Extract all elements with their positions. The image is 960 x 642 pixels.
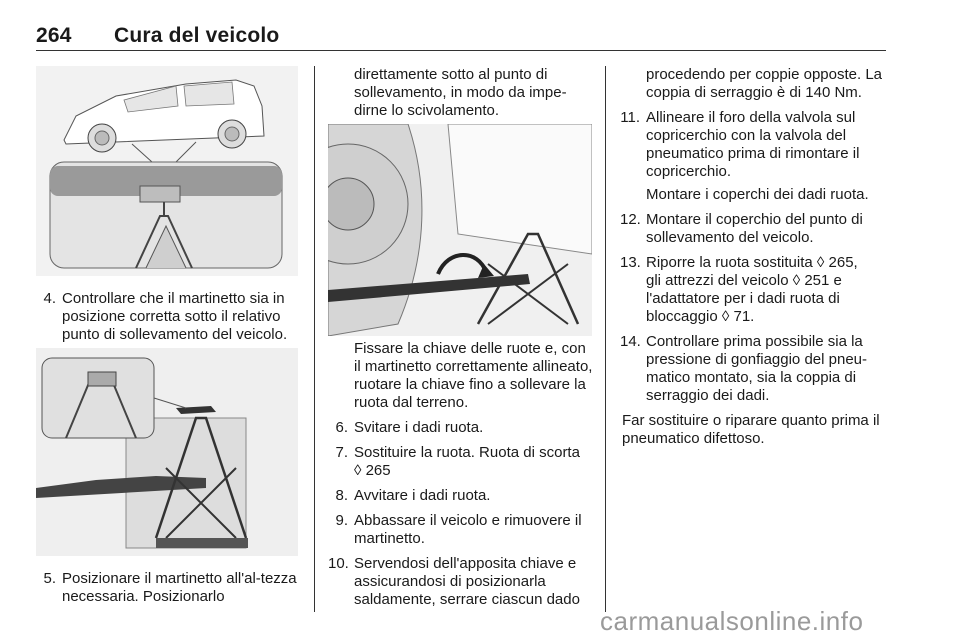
continuation-text: direttamente sotto al punto di sollevamento, in modo da impe-dirne lo scivolamento.: [354, 66, 567, 119]
header-rule: [36, 50, 886, 51]
list-item: 8. Avvitare i dadi ruota.: [335, 487, 491, 504]
list-item: 4. Controllare che il martinetto sia in posizione corretta sotto il relativo punto di sollevamento del veicolo.: [43, 290, 288, 343]
continuation-text: procedendo per coppie opposte. La coppia di serraggio è di 140 Nm.: [646, 66, 883, 101]
page-reference-link[interactable]: 251 e: [804, 272, 842, 289]
page-reference-link[interactable]: 265,: [828, 254, 858, 271]
column-divider-2: [605, 66, 606, 612]
figure-wheel-wrench: [328, 124, 592, 336]
closing-paragraph: Far sostituire o riparare quanto prima il pneumatico difettoso.: [622, 412, 880, 447]
page-reference-link[interactable]: 71.: [733, 308, 755, 325]
figure-car-jack-point: [36, 66, 298, 276]
list-item: 7. Sostituire la ruota. Ruota di scorta ◊ 265: [335, 444, 580, 479]
figure-jack-position: [36, 348, 298, 556]
instruction-paragraph: Fissare la chiave delle ruote e, con il martinetto correttamente allineato, ruotare la chiave fino a sollevare la ruota dal terreno.: [354, 340, 593, 411]
reference-arrow-icon: ◊: [816, 254, 825, 271]
reference-arrow-icon: ◊: [721, 308, 730, 325]
column-1-step4: [36, 290, 298, 351]
list-item: 14. Controllare prima possibile sia la pressione di gonfiaggio del pneu-matico montato, sia la coppia di serraggio dei dadi.: [620, 333, 867, 404]
column-2-body: [328, 340, 594, 616]
column-1-step5: [36, 570, 298, 613]
list-item: 11. Allineare il foro della valvola sul copricerchio con la valvola del pneumatico prima di rimontare il copricerchio.: [620, 109, 860, 180]
column-divider-1: [314, 66, 315, 612]
list-item: 5. Posizionare il martinetto all'al-tezza necessaria. Posizionarlo: [43, 570, 297, 605]
reference-arrow-icon: ◊: [354, 462, 362, 479]
page-reference-link[interactable]: 265: [365, 462, 391, 479]
page-title: Cura del veicolo: [114, 24, 280, 47]
column-3: [620, 66, 888, 455]
list-item: 13. Riporre la ruota sostituita ◊ 265, gli attrezzi del veicolo ◊ 251 e l'adattatore per i dadi ruota di bloccaggio ◊ 71.: [620, 254, 858, 325]
list-item: 12. Montare il coperchio del punto di sollevamento del veicolo.: [620, 211, 863, 246]
list-item: 10. Servendosi dell'apposita chiave e assicurandosi di posizionarla saldamente, serrare ciascun dado: [328, 555, 580, 608]
list-item: 9. Abbassare il veicolo e rimuovere il martinetto.: [335, 512, 582, 547]
page-number: 264: [36, 24, 72, 47]
extra-instruction: Montare i coperchi dei dadi ruota.: [646, 186, 869, 203]
watermark-text: carmanualsonline.info: [600, 606, 864, 636]
reference-arrow-icon: ◊: [792, 272, 801, 289]
column-2-top: [328, 66, 594, 127]
page-header: [36, 24, 279, 48]
list-item: 6. Svitare i dadi ruota.: [335, 419, 484, 436]
